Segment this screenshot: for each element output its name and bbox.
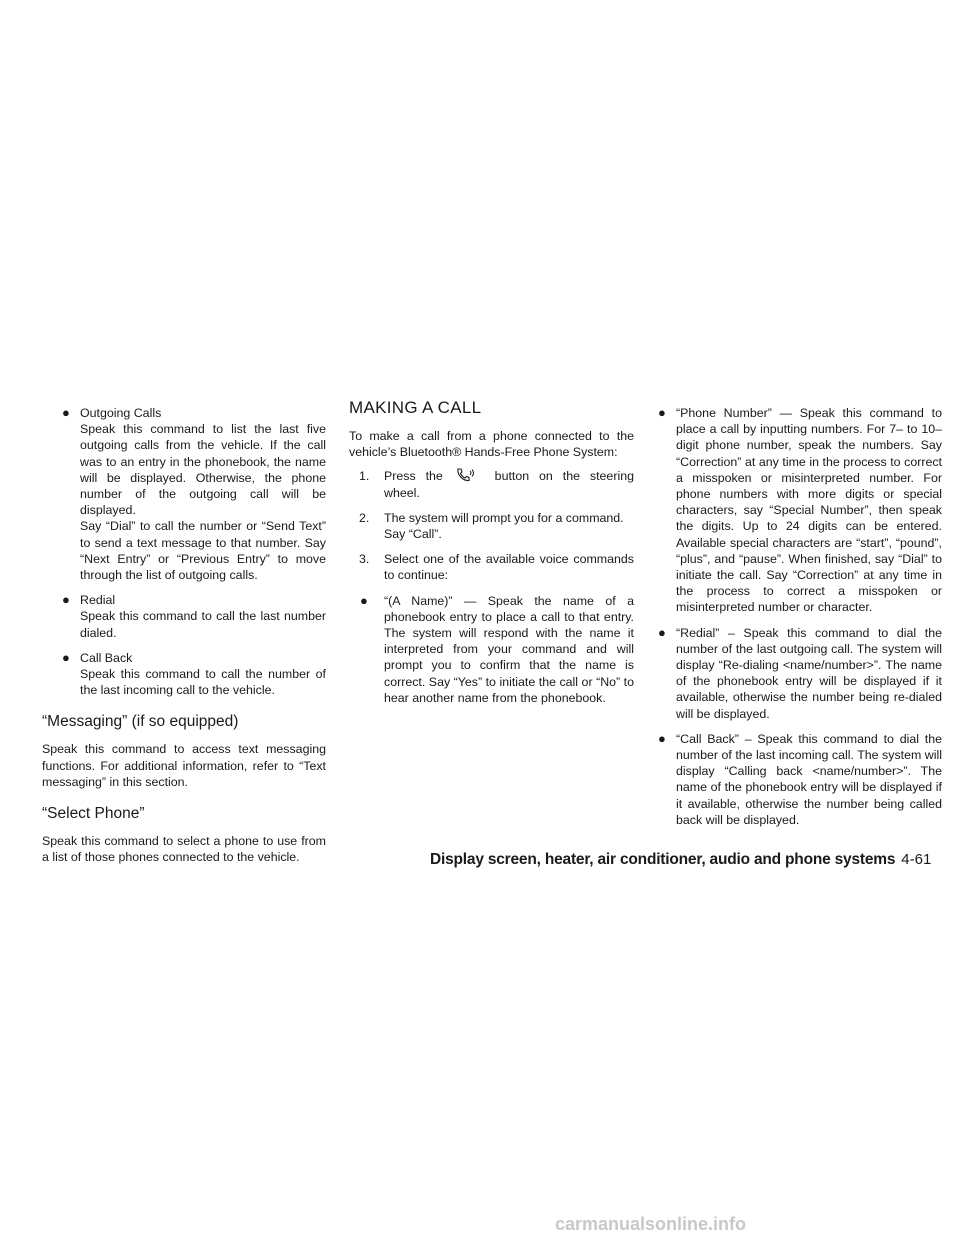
bullet-mark: ● xyxy=(360,592,368,608)
bullet-mark: ● xyxy=(62,649,70,665)
bullet-text: Speak this command to call the last number dialed. xyxy=(80,609,326,640)
column-right xyxy=(657,405,942,837)
step-item xyxy=(359,468,634,500)
list-item xyxy=(657,731,942,828)
list-item xyxy=(657,405,942,616)
step-text: button on the steering wheel. xyxy=(384,469,634,500)
bullet-mark: ● xyxy=(62,405,70,420)
list-item xyxy=(359,593,634,706)
column-middle xyxy=(349,398,634,715)
bullet-text: Speak this command to call the number of the last incoming call to the vehicle. xyxy=(80,667,326,698)
list-item xyxy=(42,650,326,699)
footer-title: Display screen, heater, air conditioner, audio and phone systems xyxy=(430,851,896,868)
list-item xyxy=(42,405,326,583)
step-item xyxy=(359,510,634,542)
step-item xyxy=(359,551,634,583)
making-a-call-heading: MAKING A CALL xyxy=(349,398,482,417)
bullet-text: Speak this command to list the last five outgoing calls from the vehicle. If the call was to an entry in the phonebook, the name will be displayed. Otherwise, the phone number of the outgoing call will be displayed. xyxy=(80,422,326,518)
bullet-text: “(A Name)” — Speak the name of a phonebook entry to place a call to that entry. The system will respond with the name it interpreted from your command and will prompt you to confirm that the name is correct. Say “Yes” to initiate the call or “No” to hear another name from the phonebook. xyxy=(384,593,634,705)
select-phone-heading: “Select Phone” xyxy=(42,805,145,823)
list-item xyxy=(42,592,326,641)
bullet-mark: ● xyxy=(658,730,666,746)
bullet-mark: ● xyxy=(62,592,70,608)
step-number: 2. xyxy=(359,510,370,525)
page-number: 4-61 xyxy=(901,851,932,868)
step-text: Press the xyxy=(384,469,443,484)
page-footer xyxy=(430,850,945,870)
list-item xyxy=(657,625,942,722)
phone-voice-icon xyxy=(455,468,477,482)
watermark: carmanualsonline.info xyxy=(555,1214,747,1234)
bullet-title: Redial xyxy=(80,593,116,608)
intro-text: To make a call from a phone connected to the vehicle’s Bluetooth® Hands-Free Phone System: xyxy=(349,429,634,460)
bullet-text: Say “Dial” to call the number or “Send Text” to send a text message to that number. Say “Next Entry” or “Previous Entry” to move through the list of outgoing calls. xyxy=(80,519,326,583)
messaging-text: Speak this command to access text messaging functions. For additional information, refer to “Text messaging” in this section. xyxy=(42,742,326,789)
step-text: Select one of the available voice commands to continue: xyxy=(384,552,634,583)
column-left xyxy=(42,405,326,873)
messaging-heading: “Messaging” (if so equipped) xyxy=(42,713,239,731)
select-phone-text: Speak this command to select a phone to use from a list of those phones connected to the vehicle. xyxy=(42,834,326,865)
bullet-text: “Call Back” – Speak this command to dial the number of the last incoming call. The system will display “Calling back <name/number>”. The name of the phonebook entry will be displayed if it available, otherwise the number being called back will be displayed. xyxy=(676,731,942,827)
step-text: The system will prompt you for a command. Say “Call”. xyxy=(384,510,624,542)
bullet-text: “Redial” – Speak this command to dial the number of the last outgoing call. The system will display “Re-dialing <name/number>”. The name of the phonebook entry will be displayed if it available, otherwise the number being re-dialed will be displayed. xyxy=(676,625,942,721)
bullet-mark: ● xyxy=(658,405,666,420)
bullet-text: “Phone Number” — Speak this command to place a call by inputting numbers. For 7– to 10–digit phone number, speak the numbers. Say “Correction” at any time in the process to correct a misspoken or misinterpreted number. For phone numbers with more digits or special characters, say “Special Number”, then speak the digits. Up to 24 digits can be entered. Available special characters are “start”, “pound”, “plus”, and “pause”. When finished, say “Dial” to initiate the call. Say “Correction” at any time in the process to correct a misspoken or misinterpreted number or character. xyxy=(676,406,942,615)
bullet-title: Outgoing Calls xyxy=(80,406,162,420)
bullet-title: Call Back xyxy=(80,650,133,665)
step-number: 3. xyxy=(359,552,370,567)
bullet-mark: ● xyxy=(658,624,666,640)
step-number: 1. xyxy=(359,469,370,484)
